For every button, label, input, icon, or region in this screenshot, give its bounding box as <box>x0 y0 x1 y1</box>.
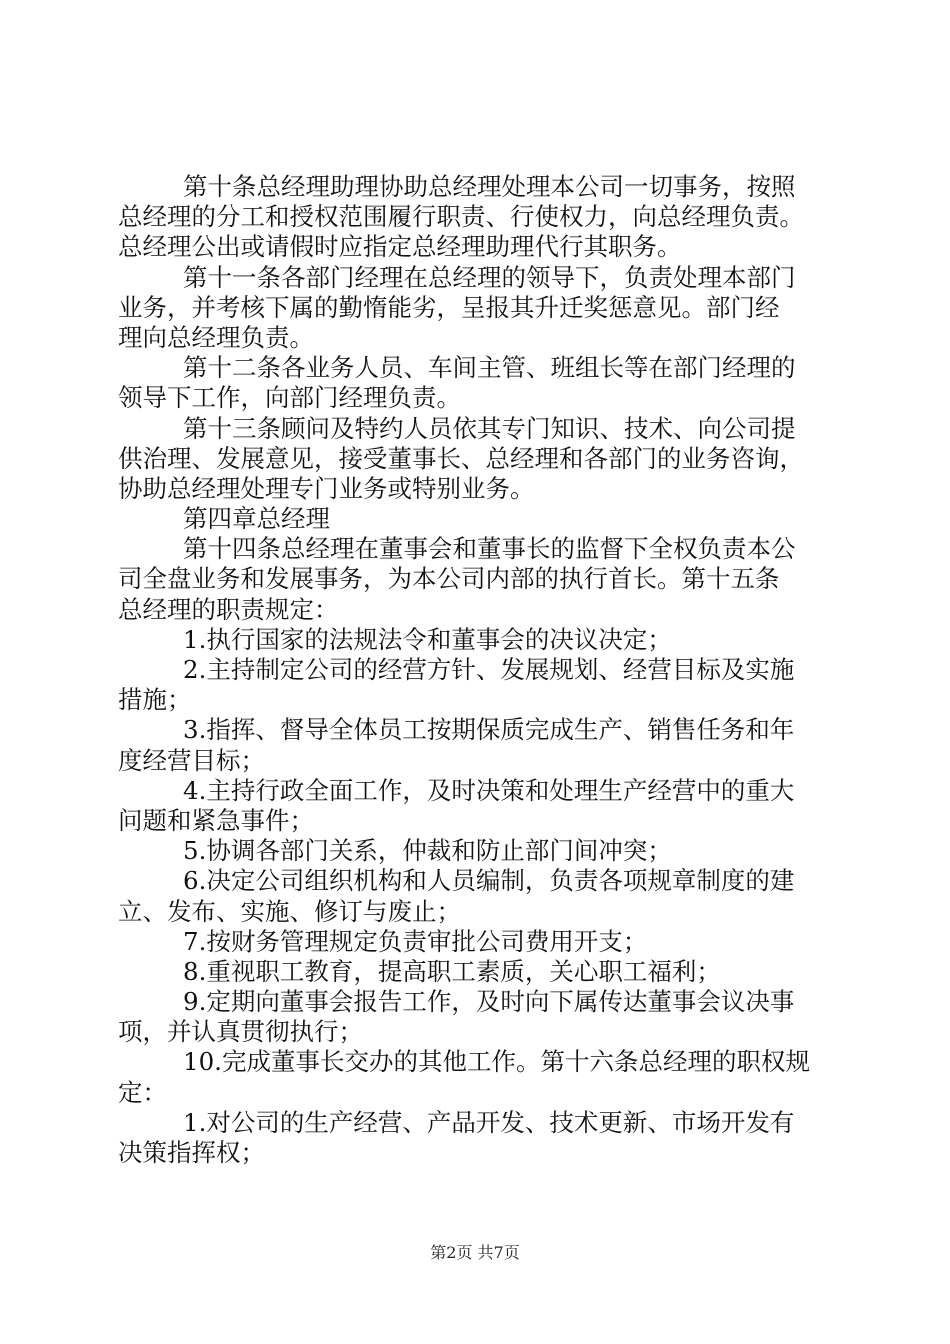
page-footer: 第2页 共7页 <box>430 1243 520 1262</box>
text-line: 6.决定公司组织机构和人员编制，负责各项规章制度的建 <box>183 866 795 896</box>
text-line: 9.定期向董事会报告工作，及时向下属传达董事会议决事 <box>183 987 795 1017</box>
text-line: 决策指挥权； <box>118 1138 265 1167</box>
text-line: 第十条总经理助理协助总经理处理本公司一切事务，按照 <box>183 172 796 201</box>
text-line: 3.指挥、督导全体员工按期保质完成生产、销售任务和年 <box>183 715 795 745</box>
text-line: 总经理公出或请假时应指定总经理助理代行其职务。 <box>118 232 682 262</box>
text-line: 第十四条总经理在董事会和董事长的监督下全权负责本公 <box>183 534 796 564</box>
document-body <box>118 172 858 1168</box>
text-line: 业务，并考核下属的勤惰能劣，呈报其升迁奖惩意见。部门经 <box>118 292 780 322</box>
text-line: 第十二条各业务人员、车间主管、班组长等在部门经理的 <box>183 353 796 383</box>
text-line: 问题和紧急事件； <box>118 805 314 835</box>
text-line: 总经理的职责规定： <box>118 594 339 624</box>
text-line: 司全盘业务和发展事务，为本公司内部的执行首长。第十五条 <box>118 564 780 594</box>
text-line: 第四章总经理 <box>183 504 330 534</box>
text-line: 领导下工作，向部门经理负责。 <box>118 383 461 413</box>
text-line: 度经营目标； <box>118 745 265 775</box>
text-line: 4.主持行政全面工作，及时决策和处理生产经营中的重大 <box>183 775 795 805</box>
text-line: 理向总经理负责。 <box>118 322 314 352</box>
text-line: 协助总经理处理专门业务或特别业务。 <box>118 473 535 503</box>
text-line: 定： <box>118 1077 167 1107</box>
text-line: 第十三条顾问及特约人员依其专门知识、技术、向公司提 <box>183 413 796 443</box>
text-line: 措施； <box>118 685 192 715</box>
text-line: 8.重视职工教育，提高职工素质，关心职工福利； <box>183 956 721 986</box>
text-line: 2.主持制定公司的经营方针、发展规划、经营目标及实施 <box>183 655 795 684</box>
text-line: 总经理的分工和授权范围履行职责、行使权力，向总经理负责。 <box>118 202 804 232</box>
text-line: 第十一条各部门经理在总经理的领导下，负责处理本部门 <box>183 262 796 292</box>
text-line: 7.按财务管理规定负责审批公司费用开支； <box>183 926 648 956</box>
text-line: 5.协调各部门关系，仲裁和防止部门间冲突； <box>183 836 672 866</box>
text-line: 1.执行国家的法规法令和董事会的决议决定； <box>183 624 672 654</box>
text-line: 1.对公司的生产经营、产品开发、技术更新、市场开发有 <box>183 1107 795 1137</box>
text-line: 10.完成董事长交办的其他工作。第十六条总经理的职权规 <box>183 1047 810 1077</box>
text-line: 供治理、发展意见，接受董事长、总经理和各部门的业务咨询， <box>118 443 804 473</box>
text-line: 项，并认真贯彻执行； <box>118 1017 363 1047</box>
text-line: 立、发布、实施、修订与废止； <box>118 896 461 926</box>
